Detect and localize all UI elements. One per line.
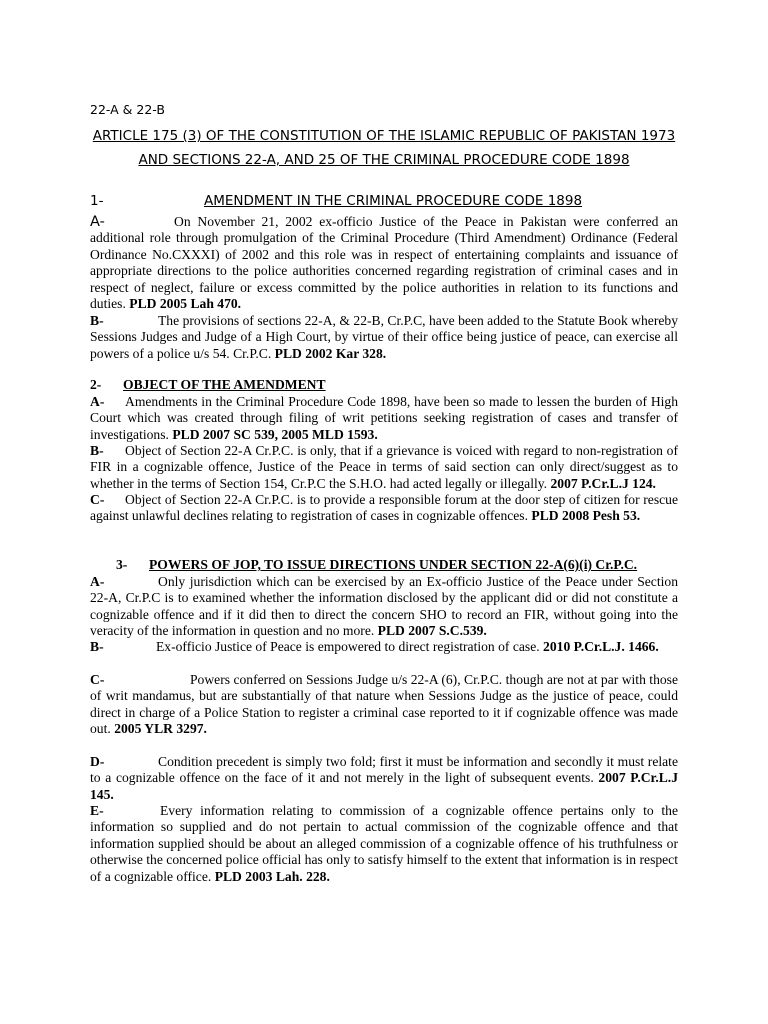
paragraph-letter: B- bbox=[90, 443, 104, 458]
section-2-number: 2- bbox=[90, 377, 102, 392]
citation: PLD 2007 SC 539, 2005 MLD 1593. bbox=[172, 426, 378, 442]
paragraph-text: Only jurisdiction which can be exercised by an Ex-officio Justice of the Peace under Section 22-A, Cr.P.C is to examined whether the information disclosed by the applicant did or did not constitute a cognizable offence and if it did then to direct the concern SHO to record an FIR, without going into the veracity of the information in question and no more. bbox=[90, 574, 678, 639]
section-3-number: 3- bbox=[116, 557, 128, 572]
paragraph-letter: D- bbox=[90, 754, 105, 769]
section-3-paragraph-c bbox=[90, 672, 678, 738]
paragraph-letter: B- bbox=[90, 639, 104, 654]
section-3-paragraph-a bbox=[90, 574, 678, 640]
section-1-paragraph-b bbox=[90, 313, 678, 362]
paragraph-letter: C- bbox=[90, 672, 105, 687]
paragraph-text: On November 21, 2002 ex-officio Justice of the Peace in Pakistan were conferred an additional role through promulgation of the Criminal Procedure (Third Amendment) Ordinance (Federal Ordinance No.CXXXI) of 2002 and this role was in respect of entertaining complaints and issuance of appropriate directions to the police authorities concerned regarding registration of criminal cases and in respect of neglect, failure or excess committed by the police authorities in relation to its functions and duties. bbox=[90, 214, 678, 312]
section-3-paragraph-d bbox=[90, 754, 678, 803]
citation: PLD 2002 Kar 328. bbox=[274, 345, 387, 361]
section-2-heading bbox=[90, 377, 326, 393]
paragraph-text: The provisions of sections 22-A, & 22-B, Cr.P.C, have been added to the Statute Book whereby Sessions Judges and Judge of a High Court, by virtue of their office being justice of peace, can exercise all powers of a police u/s 54. Cr.P.C. bbox=[90, 313, 678, 361]
citation: 2010 P.Cr.L.J. 1466. bbox=[543, 639, 659, 654]
paragraph-text: Amendments in the Criminal Procedure Code 1898, have been so made to lessen the burden of High Court which was created through filing of writ petitions seeking registration of cases and transfer of investigations. bbox=[90, 394, 678, 442]
section-3-heading bbox=[116, 557, 637, 573]
paragraph-letter: E- bbox=[90, 803, 104, 818]
citation: PLD 2007 S.C.539. bbox=[377, 623, 487, 639]
section-1-paragraph-a bbox=[90, 214, 678, 312]
section-3-paragraph-e bbox=[90, 803, 678, 885]
citation: PLD 2005 Lah 470. bbox=[129, 296, 242, 312]
section-2-paragraph-a bbox=[90, 394, 678, 443]
article-title-line-2: AND SECTIONS 22-A, AND 25 OF THE CRIMINAL PROCEDURE CODE 1898 bbox=[138, 152, 630, 168]
paragraph-text: Object of Section 22-A Cr.P.C. is only, that if a grievance is voiced with regard to non-registration of FIR in a cognizable offence, Justice of the Peace in terms of said section can only direct/suggest as to whether in the terms of Section 154, Cr.P.C the S.H.O. had acted legally or illegally. bbox=[90, 443, 678, 491]
paragraph-text: Ex-officio Justice of Peace is empowered to direct registration of case. bbox=[156, 639, 540, 654]
article-title-line-1: ARTICLE 175 (3) OF THE CONSTITUTION OF THE ISLAMIC REPUBLIC OF PAKISTAN 1973 bbox=[92, 128, 676, 144]
citation: 2005 YLR 3297. bbox=[114, 721, 207, 737]
paragraph-letter: A- bbox=[90, 574, 105, 589]
section-2-title: OBJECT OF THE AMENDMENT bbox=[123, 377, 326, 392]
section-3-title: POWERS OF JOP, TO ISSUE DIRECTIONS UNDER SECTION 22-A(6)(i) Cr.P.C. bbox=[149, 557, 638, 572]
paragraph-text: Condition precedent is simply two fold; first it must be information and secondly it must relate to a cognizable offence on the face of it and not merely in the light of subsequent events. bbox=[90, 754, 678, 786]
document-tag: 22-A & 22-B bbox=[90, 102, 165, 117]
citation: 2007 P.Cr.L.J 124. bbox=[550, 475, 656, 491]
section-3-paragraph-b bbox=[90, 639, 678, 655]
citation: 2007 P.Cr.L.J 145. bbox=[90, 770, 678, 802]
paragraph-letter: C- bbox=[90, 492, 105, 507]
citation: PLD 2008 Pesh 53. bbox=[531, 508, 641, 524]
section-1-number: 1- bbox=[90, 193, 104, 209]
section-1-title: AMENDMENT IN THE CRIMINAL PROCEDURE CODE 1898 bbox=[204, 193, 583, 209]
paragraph-letter: B- bbox=[90, 313, 104, 328]
paragraph-text: Object of Section 22-A Cr.P.C. is to provide a responsible forum at the door step of citizen for rescue against unlawful declines relating to registration of cases in cognizable offences. bbox=[90, 492, 678, 524]
paragraph-letter: A- bbox=[90, 394, 105, 409]
paragraph-text: Powers conferred on Sessions Judge u/s 22-A (6), Cr.P.C. though are not at par with those of writ mandamus, but are substantially of that nature when Sessions Judge as the justice of peace, could direct in charge of a Police Station to register a criminal case reported to it if cognizable offence was made out. bbox=[90, 672, 678, 737]
paragraph-text: Every information relating to commission of a cognizable offence pertains only to the information so supplied and do not pertain to actual commission of the cognizable offence and that information supplied should be about an alleged commission of a cognizable offence of his truthfulness or otherwise the concerned police official has only to satisfy himself to the extent that information is in respect of a cognizable office. bbox=[90, 803, 678, 884]
paragraph-letter: A- bbox=[90, 214, 105, 230]
section-2-paragraph-c bbox=[90, 492, 678, 525]
citation: PLD 2003 Lah. 228. bbox=[214, 868, 330, 884]
section-2-paragraph-b bbox=[90, 443, 678, 492]
